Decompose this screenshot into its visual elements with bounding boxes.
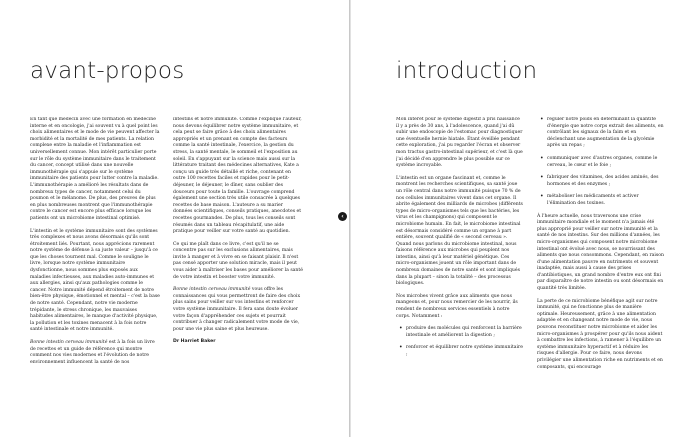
- right-column-2: [537, 117, 664, 433]
- book-title: Bonne intestin cerveau immunité: [30, 340, 108, 345]
- book-title: Bonne intestin cerveau immunité: [173, 287, 251, 293]
- page-title-avant-propos: avant-propos: [30, 58, 185, 84]
- paragraph: intestins et notre immunité. Comme l'explique l'auteur, nous devons équilibrer notre système immunitaire, et cela peut se faire grâce à des choix alimentaires appropriés et un prenant en compte des facteurs comme la santé intestinale, l'exercice, la gestion du stress, la santé mentale, le sommeil et l'exposition au soleil. En s'appuyant sur la science mais aussi sur la littérature traitant des médecines alternatives, Kate a conçu un guide très détaillé et riche, contenant en outre 100 recettes faciles et rapides pour le petit-déjeuner, le déjeuner, le dîner, sans oublier des douceurs pour toute la famille. L'ouvrage comprend également une section très utile consacrée à quelques recettes de base maison. L'auteure a su marier données scientifiques, conseils pratiques, anecdotes et recettes gourmandes. De plus, tous les conseils sont résumés dans un tableau récapitulatif, une aide pratique pour veiller sur votre santé au quotidien.: [173, 117, 302, 235]
- paragraph: Bonne intestin cerveau immunité vous offre les connaissances qui vous permettront de faire des choix plus sains pour veiller sur vos intestins et renforcer votre système immunitaire. Il fera sans doute évoluer votre façon d'appréhender ces sujets et pourrait contribuer à changer radicalement votre mode de vie, pour une vie plus saine et plus heureuse.: [173, 287, 301, 332]
- left-page: [0, 0, 349, 437]
- spine-left-icon: ‹: [338, 212, 347, 221]
- paragraph: La perte de ce microbiome bénéfique agit sur notre immunité, qui ne fonctionne plus de manière optimale. Heureusement, grâce à une alimentation adaptée et en changeant notre mode de vie, nous pouvons reconstituer notre microbiome et aider les micro-organismes à prospérer pour qu'ils nous aident à combattre les infections, à ramener à l'équilibre un système immunitaire hyperactif et à réduire les risques d'allergie. Pour ce faire, nous devons privilégier une alimentation riche en nutriments et en composants, qui encourage: [537, 298, 663, 370]
- right-page: [351, 0, 700, 437]
- list-item: • métaboliser les médicaments et activer l'élimination des toxines.: [547, 194, 664, 207]
- left-column-1: [30, 117, 160, 433]
- paragraph: Bonne intestin cerveau immunité est à la fois un livre de recettes et un guide de référence qui montre comment nos vies modernes et l'évolution de notre environnement influencent la santé de nos: [30, 340, 155, 365]
- page-title-introduction: introduction: [396, 58, 538, 84]
- benefits-list-continued: [537, 117, 664, 208]
- paragraph: Nos microbes vivent grâce aux aliments que nous mangeons et, pour nous remercier de les nourrir, ils rendent de nombreux services essentiels à notre corps. Notamment :: [396, 293, 518, 319]
- list-item: • fabriquer des vitamines, des acides aminés, des hormones et des enzymes ;: [547, 175, 664, 188]
- list-item: • réguler notre poids en déterminant la quantité d'énergie que notre corps extrait des aliments, en contrôlant les signaux de la faim et en déclenchant une augmentation de la glycémie après un repas ;: [547, 117, 664, 150]
- list-item: • communiquer avec d'autres organes, comme le cerveau, le cœur et le foie ;: [547, 156, 664, 169]
- paragraph: À l'heure actuelle, nous traversons une crise immunitaire mondiale et le moment n'a jamais été plus approprié pour veiller sur notre immunité et la santé de nos intestins. Sur des millions d'années, les micro-organismes qui composent notre microbiome intestinal ont évolué avec nous, se nourrissant des aliments que nous consommons. Cependant, en raison d'une alimentation pauvre en nutriments et souvent inadaptée, mais aussi à cause des prises d'antibiotiques, un grand nombre d'entre eux ont fini par disparaître de notre intestin ou sont désormais en quantité très limitée.: [537, 213, 664, 292]
- paragraph: L'intestin et le système immunitaire sont des systèmes très complexes et nous avons désormais qu'ils sont étroitement liés. Pourtant, nous apprécions rarement notre système de défense à sa juste valeur – jusqu'à ce que les choses tournent mal. Comme le souligne le livre, lorsque notre système immunitaire dysfonctionne, nous sommes plus exposés aux maladies infectieuses, aux maladies auto-immunes et aux allergies, ainsi qu'aux pathologies comme le cancer. Notre immunité dépend étroitement de notre bien-être physique, émotionnel et mental – c'est la base de notre santé. Cependant, notre vie moderne trépidante, le stress chronique, les mauvaises habitudes alimentaires, le manque d'activité physique, la pollution et les toxines menacent à la fois notre santé intestinale et notre immunité.: [30, 228, 160, 333]
- benefits-list: [396, 326, 523, 358]
- paragraph: En tant que médecin avec une formation en médecine interne et en oncologie, j'ai souvent vu à quel point les choix alimentaires et le mode de vie peuvent affecter la morbidité et la mortalité de mes patients. La relation complexe entre la maladie et l'inflammation est universellement connue. Mon intérêt particulier porte sur le rôle du système immunitaire dans le traitement du cancer, concept utilisé dans une nouvelle immunothérapie qui s'appuie sur le système immunitaire des patients pour lutter contre la maladie. L'immunothérapie a amélioré les résultats dans de nombreux types de cancer, notamment celui du poumon et le mélanome. De plus, des preuves de plus en plus nombreuses montrent que l'immunothérapie contre le cancer est encore plus efficace lorsque les patients ont un microbiome intestinal optimisé.: [30, 117, 160, 221]
- author-signature: Dr Harriet Baker: [173, 339, 216, 345]
- paragraph: Ce qui me plaît dans ce livre, c'est qu'il ne se concentre pas sur les exclusions alimentaires, mais invite à manger et à vivre en se faisant plaisir. Il n'est pas censé apporter une solution miracle, mais il peut vous aider à maîtriser les bases pour améliorer la santé de votre intestin et booster votre immunité.: [173, 241, 303, 280]
- paragraph: Mon intérêt pour le système digestif a pris naissance il y a près de 30 ans, à l'adolescence, quand j'ai dû subir une endoscopie de l'estomac pour diagnostiquer une éventuelle hernie hiatale. Étant éveillée pendant cette exploration, j'ai pu regarder l'écran et observer mon tractus gastro-intestinal supérieur, et c'est là que j'ai décidé d'en apprendre le plus possible sur ce système incroyable.: [396, 117, 523, 169]
- right-column-1: [396, 117, 523, 433]
- list-item: • renforcer et équilibrer notre système immunitaire ;: [406, 345, 523, 358]
- paragraph: L'intestin est un organe fascinant et, comme le montrent les recherches scientifiques, sa santé joue un rôle central dans notre immunité puisque 70 % de nos cellules immunitaires vivent dans cet organe. Il abrite également des milliards de microbes (différents types de micro-organismes tels que les bactéries, les virus et les champignons) qui composent le microbiome humain. En fait, le microbiome intestinal est désormais considéré comme un organe à part entière, souvent qualifié de « second cerveau ». Quand nous parlons du microbiome intestinal, nous faisons référence aux microbes qui peuplent nos intestins, ainsi qu'à leur matériel génétique. Ces micro-organismes jouent un rôle important dans de nombreux domaines de notre santé et sont impliqués dans la plupart – sinon la totalité – des processus biologiques.: [396, 175, 523, 287]
- left-column-2: [173, 117, 303, 433]
- list-item: • produire des molécules qui renforcent la barrière intestinale et améliorent la digestion ;: [406, 326, 523, 339]
